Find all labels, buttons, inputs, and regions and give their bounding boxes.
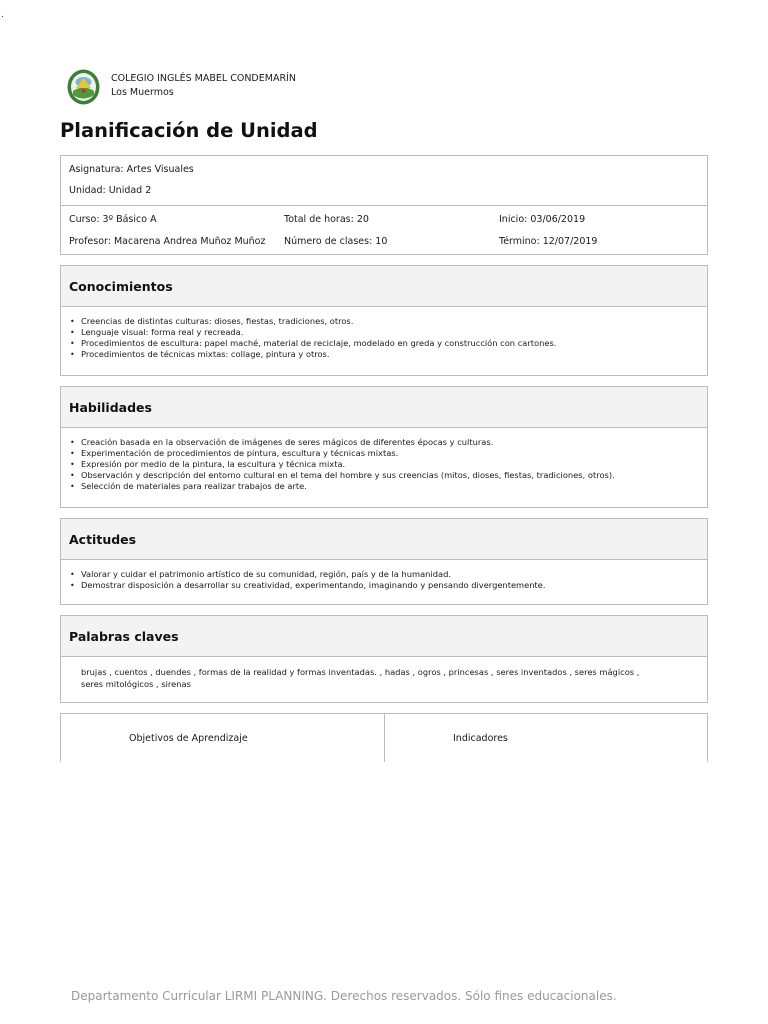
inicio-field: Inicio: 03/06/2019 [499,214,586,225]
list-item: • Selección de materiales para realizar trabajos de arte. [69,481,699,492]
asignatura-field: Asignatura: Artes Visuales [69,164,194,175]
keywords-line: seres mitológicos , sirenas [81,679,191,689]
school-city: Los Muermos [111,87,174,98]
school-name: COLEGIO INGLÉS MABEL CONDEMARÍN [111,73,296,84]
section-title: Actitudes [61,519,707,560]
section-title: Conocimientos [61,266,707,307]
list-item: • Observación y descripción del entorno cultural en el tema del hombre y sus creencias (mitos, dioses, fiestas, tradiciones, otros). [69,470,699,481]
profesor-field: Profesor: Macarena Andrea Muñoz Muñoz [69,236,266,247]
unit-info-box [60,155,708,255]
list-item: • Experimentación de procedimientos de pintura, escultura y técnicas mixtas. [69,448,699,459]
palabras-claves-section [60,615,708,703]
termino-field: Término: 12/07/2019 [499,236,598,247]
habilidades-section [60,386,708,508]
conocimientos-list [69,316,699,360]
section-title: Habilidades [61,387,707,428]
curso-field: Curso: 3º Básico A [69,214,157,225]
school-crest-icon [67,69,100,105]
indicadores-column-header: Indicadores [453,732,508,744]
numero-clases-field: Número de clases: 10 [284,236,388,247]
habilidades-list [69,437,699,492]
total-horas-field: Total de horas: 20 [284,214,369,225]
section-title: Palabras claves [61,616,707,657]
school-header [67,69,296,105]
course-info [61,206,707,254]
actitudes-list [69,569,699,591]
actitudes-section [60,518,708,605]
list-item: • Creación basada en la observación de imágenes de seres mágicos de diferentes épocas y culturas. [69,437,699,448]
list-item: • Procedimientos de técnicas mixtas: collage, pintura y otros. [69,349,699,360]
list-item: • Expresión por medio de la pintura, la escultura y técnica mixta. [69,459,699,470]
subject-info [61,156,707,206]
list-item: • Lenguaje visual: forma real y recreada. [69,327,699,338]
keywords-text [61,657,707,690]
list-item: • Procedimientos de escultura: papel maché, material de reciclaje, modelado en greda y construcción con cartones. [69,338,699,349]
unidad-field: Unidad: Unidad 2 [69,185,152,196]
list-item: • Valorar y cuidar el patrimonio artístico de su comunidad, región, país y de la humanidad. [69,569,699,580]
footer-text: Departamento Curricular LIRMI PLANNING. Derechos reservados. Sólo fines educacionales. [71,989,617,1003]
objetivos-table-header [60,713,708,762]
list-item: • Creencias de distintas culturas: dioses, fiestas, tradiciones, otros. [69,316,699,327]
stray-dot: . [1,10,4,20]
objetivos-column-header: Objetivos de Aprendizaje [61,714,385,762]
keywords-line: brujas , cuentos , duendes , formas de la realidad y formas inventadas. , hadas , ogros , princesas , seres inventados , seres mágicos , [81,667,640,677]
page-title: Planificación de Unidad [60,119,318,142]
list-item: • Demostrar disposición a desarrollar su creatividad, experimentando, imaginando y pensando divergentemente. [69,580,699,591]
conocimientos-section [60,265,708,376]
